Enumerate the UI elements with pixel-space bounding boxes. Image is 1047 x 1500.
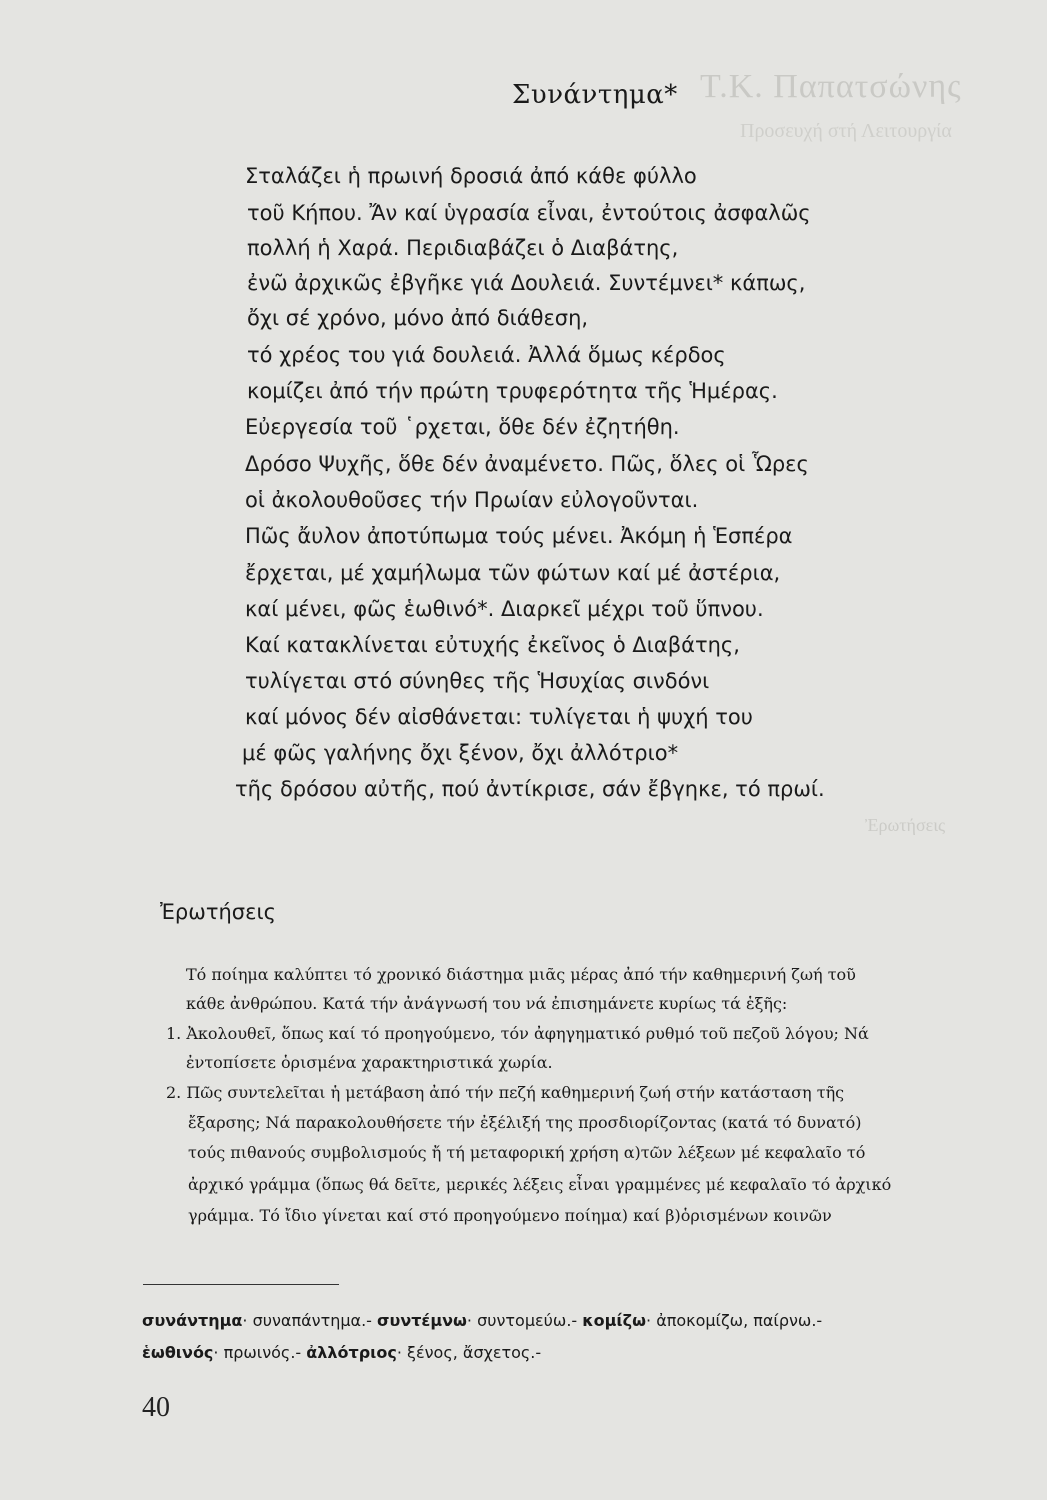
footnote-gloss: · συναπάντημα.-	[242, 1311, 372, 1330]
poem-line: Σταλάζει ἡ πρωινή δροσιά ἀπό κάθε φύλλο	[245, 164, 697, 188]
question-line: γράμμα. Τό ἴδιο γίνεται καί στό προηγούμενο ποίημα) καί β)ὁρισμένων κοινῶν	[188, 1206, 832, 1225]
bleed-through-text	[700, 70, 1040, 148]
questions-heading: Ἐρωτήσεις	[160, 900, 276, 924]
footnote-gloss: · πρωινός.-	[213, 1343, 302, 1362]
question-line: 2. Πῶς συντελεῖται ἡ μετάβαση ἀπό τήν πεζή καθημερινή ζωή στήν κατάσταση τῆς	[166, 1083, 845, 1102]
question-line: ἔξαρσης; Νά παρακολουθήσετε τήν ἐξέλιξή της προσδιορίζοντας (κατά τό δυνατό)	[188, 1113, 862, 1132]
footnote-term: κομίζω	[582, 1311, 647, 1330]
poem-line: τῆς δρόσου αὐτῆς, πού ἀντίκρισε, σάν ἔβγηκε, τό πρωί.	[235, 777, 825, 801]
footnote-gloss: · ἀποκομίζω, παίρνω.-	[646, 1311, 823, 1330]
question-line: τούς πιθανούς συμβολισμούς ἤ τή μεταφορική χρήση α)τῶν λέξεων μέ κεφαλαῖο τό	[188, 1143, 866, 1162]
question-line: 1. Ἀκολουθεῖ, ὅπως καί τό προηγούμενο, τόν ἀφηγηματικό ρυθμό τοῦ πεζοῦ λόγου; Νά	[166, 1024, 869, 1043]
poem-line: οἱ ἀκολουθοῦσες τήν Πρωίαν εὐλογοῦνται.	[245, 488, 699, 512]
poem-line: τοῦ Κήπου. Ἄν καί ὑγρασία εἶναι, ἐντούτοις ἀσφαλῶς	[247, 201, 811, 225]
poem-line: ἐνῶ ἀρχικῶς ἐβγῆκε γιά Δουλειά. Συντέμνει* κάπως,	[247, 271, 806, 295]
poem-line: Καί κατακλίνεται εὐτυχής ἐκεῖνος ὁ Διαβάτης,	[245, 633, 740, 657]
question-line: ἐντοπίσετε ὁρισμένα χαρακτηριστικά χωρία.	[186, 1053, 553, 1072]
poem-line: καί μένει, φῶς ἑωθινό*. Διαρκεῖ μέχρι τοῦ ὕπνου.	[245, 597, 764, 621]
poem-line: καί μόνος δέν αἰσθάνεται: τυλίγεται ἡ ψυχή του	[245, 705, 753, 729]
poem-line: ὄχι σέ χρόνο, μόνο ἀπό διάθεση,	[247, 306, 589, 330]
poem-line: τυλίγεται στό σύνηθες τῆς Ἡσυχίας σινδόνι	[245, 669, 710, 693]
poem-line: Εὐεργεσία τοῦ ῾ρχεται, ὅθε δέν ἐζητήθη.	[245, 415, 680, 439]
ghost-heading: Ἐρωτήσεις	[865, 815, 946, 835]
page-number: 40	[142, 1392, 170, 1423]
footnote-term: συνάντημα	[142, 1311, 243, 1330]
footnote-gloss: · ξένος, ἄσχετος.-	[396, 1343, 542, 1362]
ghost-header: Τ.Κ. Παπατσώνης	[700, 68, 962, 105]
poem-line: μέ φῶς γαλήνης ὄχι ξένον, ὄχι ἀλλότριο*	[242, 741, 679, 765]
poem-title: Συνάντημα*	[512, 80, 678, 110]
poem-line: Πῶς ἄυλον ἀποτύπωμα τούς μένει. Ἀκόμη ἡ Ἑσπέρα	[245, 524, 793, 548]
poem-line: πολλή ἡ Χαρά. Περιδιαβάζει ὁ Διαβάτης,	[247, 236, 679, 260]
question-line: κάθε ἀνθρώπου. Κατά τήν ἀνάγνωσή του νά ἐπισημάνετε κυρίως τά ἑξῆς:	[186, 994, 788, 1013]
footnote-rule	[143, 1284, 339, 1285]
footnote-gloss: · συντομεύω.-	[466, 1311, 578, 1330]
question-line: Τό ποίημα καλύπτει τό χρονικό διάστημα μιᾶς μέρας ἀπό τήν καθημερινή ζωή τοῦ	[186, 965, 856, 984]
footnote-line-2	[142, 1343, 541, 1362]
footnote-term: συντέμνω	[377, 1311, 467, 1330]
poem-line: κομίζει ἀπό τήν πρώτη τρυφερότητα τῆς Ἡμέρας.	[247, 379, 778, 403]
question-line: ἀρχικό γράμμα (ὅπως θά δεῖτε, μερικές λέξεις εἶναι γραμμένες μέ κεφαλαῖο τό ἀρχικό	[188, 1175, 892, 1194]
footnote-line-1	[142, 1311, 822, 1330]
footnote-term: ἀλλότριος	[306, 1343, 397, 1362]
ghost-subheader: Προσευχή στή Λειτουργία	[740, 120, 952, 142]
footnote-term: ἑωθινός	[142, 1343, 214, 1362]
poem-line: Δρόσο Ψυχῆς, ὅθε δέν ἀναμένετο. Πῶς, ὅλες οἱ Ὧρες	[245, 452, 809, 476]
poem-line: τό χρέος του γιά δουλειά. Ἀλλά ὅμως κέρδος	[247, 343, 726, 367]
poem-line: ἔρχεται, μέ χαμήλωμα τῶν φώτων καί μέ ἀστέρια,	[245, 561, 781, 585]
